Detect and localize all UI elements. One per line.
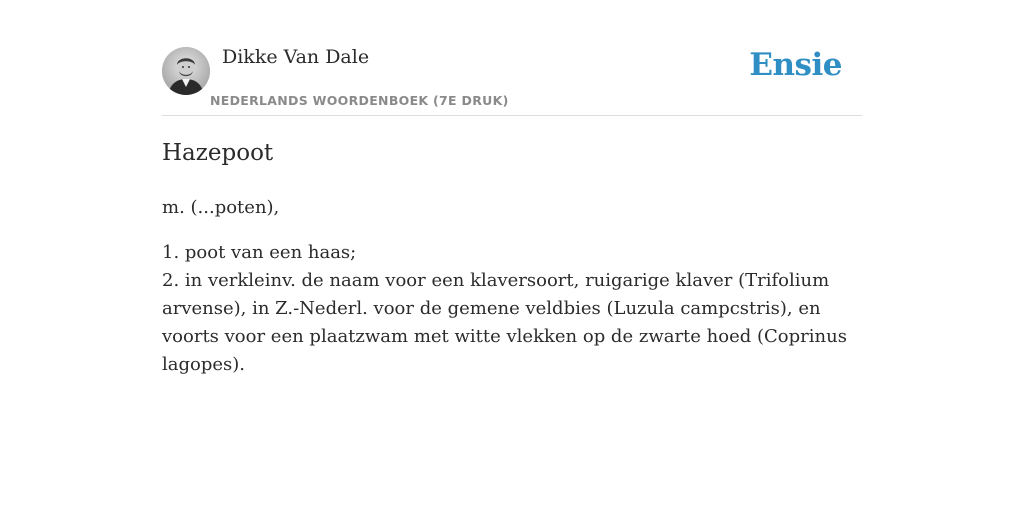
entry-grammar: m. (...poten), xyxy=(162,197,280,218)
entry-page xyxy=(162,0,862,512)
definition-item: 1. poot van een haas; xyxy=(162,242,357,263)
author-avatar[interactable] xyxy=(162,47,210,95)
entry-title: Hazepoot xyxy=(162,140,274,166)
entry-definitions xyxy=(162,239,862,379)
definition-item: 2. in verkleinv. de naam voor een klaversoort, ruigarige klaver (Trifolium arvense), in Z.-Nederl. voor de gemene veldbies (Luzula campcstris), en voorts voor een plaatzwam met witte vlekken op de zwarte hoed (Coprinus lagopes). xyxy=(162,270,847,375)
author-name[interactable]: Dikke Van Dale xyxy=(222,46,370,68)
source-label[interactable]: NEDERLANDS WOORDENBOEK (7E DRUK) xyxy=(210,93,509,108)
ensie-logo[interactable]: Ensie xyxy=(749,47,842,83)
portrait-icon xyxy=(162,47,210,95)
entry-header xyxy=(162,0,862,116)
